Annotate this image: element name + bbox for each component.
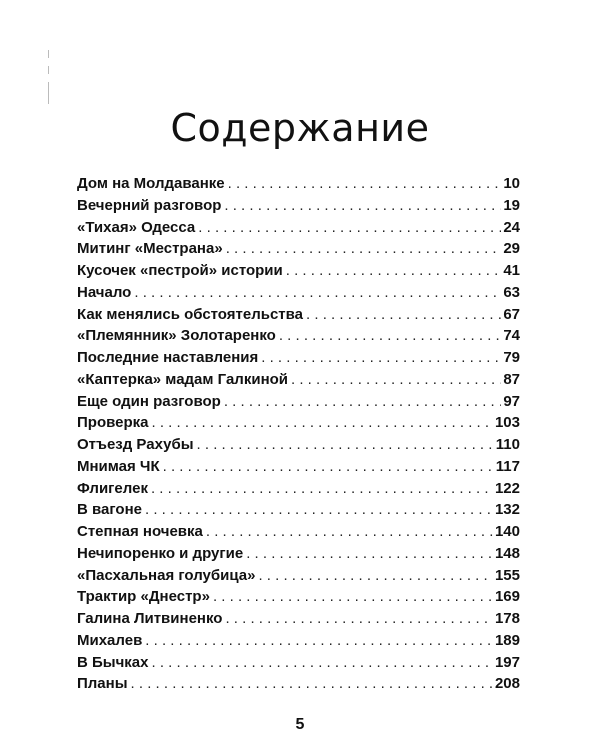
toc-entry-page: 110 [495,436,520,453]
toc-entry [77,260,520,282]
dot-leader [197,434,494,456]
dot-leader [225,608,493,630]
scan-mark [48,50,49,58]
toc-entry-page: 178 [494,610,520,627]
page-number: 5 [295,716,305,733]
toc-entry-page: 10 [503,175,520,192]
toc-entry-page: 140 [494,523,520,540]
page-title: Содержание [170,106,430,150]
scan-mark [48,66,49,74]
toc-entry-title: «Пасхальная голубица» [77,566,256,584]
toc-entry-title: Степная ночевка [77,523,203,540]
toc-entry-title: «Племянник» Золотаренко [77,327,276,345]
toc-entry [77,521,520,543]
toc-entry-title: Планы [77,675,128,693]
dot-leader [145,499,493,521]
toc-entry-page: 208 [494,675,520,693]
toc-entry-title: Трактир «Днестр» [77,588,210,606]
toc-entry [77,195,520,217]
toc-entry-title: Проверка [77,414,149,432]
toc-entry-title: Вечерний разговор [77,196,222,214]
toc-entry [77,347,520,369]
dot-leader [152,652,493,674]
dot-leader [258,565,493,587]
dot-leader [261,347,501,369]
dot-leader [198,217,501,239]
toc-entry-title: Дом на Молдаванке [77,175,225,192]
toc-entry-page: 197 [494,653,520,671]
table-of-contents [77,173,520,695]
toc-entry-title: Галина Литвиненко [77,610,223,627]
toc-entry-page: 117 [495,457,520,475]
toc-entry [77,217,520,239]
toc-entry-title: «Каптерка» мадам Галкиной [77,370,289,388]
toc-entry-page: 24 [503,218,520,236]
toc-entry-title: Как менялись обстоятельства [77,305,304,323]
toc-entry [77,325,520,347]
toc-entry-page: 103 [494,414,520,432]
dot-leader [151,412,492,434]
dot-leader [163,456,494,478]
toc-entry-title: Михалев [77,631,143,649]
toc-entry [77,434,520,456]
toc-entry-title: Отъезд Рахубы [77,436,194,453]
toc-entry-title: Начало [77,283,132,301]
toc-entry [77,630,520,652]
toc-entry [77,586,520,608]
toc-entry [77,412,520,434]
dot-leader [226,238,502,260]
dot-leader [286,260,502,282]
dot-leader [279,325,501,347]
toc-entry [77,173,520,195]
dot-leader [134,282,501,304]
dot-leader [228,173,502,195]
toc-entry-title: Кусочек «пестрой» истории [77,262,283,279]
toc-entry-title: Митинг «Местрана» [77,240,223,258]
toc-entry-page: 148 [494,544,520,562]
dot-leader [224,195,501,217]
toc-entry-title: Нечипоренко и другие [77,544,244,562]
toc-entry [77,456,520,478]
toc-entry-page: 29 [503,240,520,258]
toc-entry [77,499,520,521]
toc-entry [77,369,520,391]
toc-entry [77,652,520,674]
toc-entry [77,238,520,260]
dot-leader [151,478,493,500]
toc-entry-page: 19 [503,196,520,214]
toc-entry-page: 67 [503,305,520,323]
toc-entry-page: 97 [503,392,520,410]
toc-entry-page: 41 [503,262,520,279]
toc-entry-title: Мнимая ЧК [77,457,160,475]
toc-entry [77,478,520,500]
toc-entry [77,543,520,565]
dot-leader [246,543,493,565]
toc-entry-page: 132 [494,501,520,519]
toc-entry-title: В Бычках [77,653,149,671]
dot-leader [145,630,493,652]
toc-entry-title: «Тихая» Одесса [77,218,196,236]
toc-entry [77,282,520,304]
toc-entry-title: Флигелек [77,479,148,497]
toc-entry-page: 169 [494,588,520,606]
toc-entry [77,565,520,587]
toc-entry-page: 122 [494,479,520,497]
toc-entry-title: Последние наставления [77,349,259,366]
toc-entry-page: 87 [503,370,520,388]
toc-entry-page: 63 [503,283,520,301]
dot-leader [213,586,493,608]
toc-entry-page: 74 [503,327,520,345]
dot-leader [206,521,493,543]
dot-leader [224,391,502,413]
dot-leader [306,304,501,326]
toc-entry-page: 79 [503,349,520,366]
toc-entry-title: В вагоне [77,501,142,519]
toc-entry [77,608,520,630]
toc-entry-page: 155 [494,566,520,584]
toc-entry-title: Еще один разговор [77,392,221,410]
dot-leader [131,673,493,695]
toc-entry [77,391,520,413]
dot-leader [291,369,501,391]
toc-entry-page: 189 [494,631,520,649]
toc-entry [77,673,520,695]
toc-entry [77,304,520,326]
